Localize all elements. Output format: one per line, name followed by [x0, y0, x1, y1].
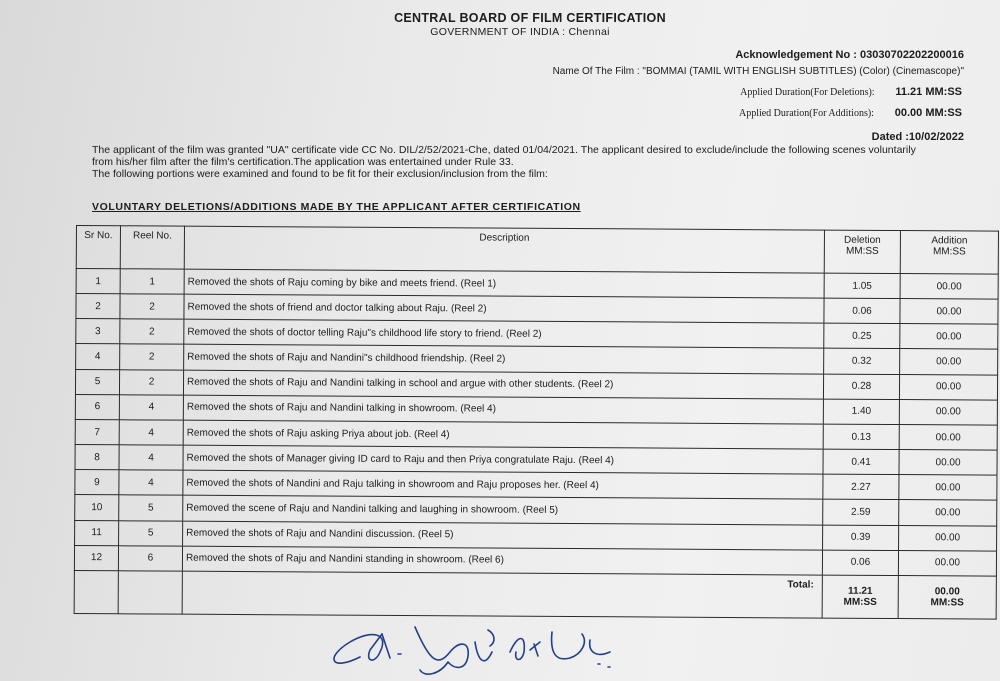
cell-deletion: 0.41 [823, 449, 899, 475]
additions-duration-label: Applied Duration(For Additions): [738, 108, 874, 119]
total-addition-value: 00.00 [934, 586, 960, 598]
header-description: Description [184, 226, 824, 273]
header-addition-label: Addition [931, 235, 968, 247]
cell-deletion: 0.25 [824, 323, 900, 349]
cell-reel-no: 2 [120, 319, 184, 345]
intro-line-3: The following portions were examined and found to be fit for their exclusion/inclusion from the film: [92, 168, 548, 180]
cell-description: Removed the shots of Nandini and Raju talking in showroom and Raju proposes her. (Reel 4) [183, 470, 823, 499]
cell-reel-no: 6 [118, 545, 182, 571]
government-subtitle: GOVERNMENT OF INDIA : Chennai [430, 26, 610, 38]
total-blank-sr [74, 570, 118, 613]
cell-deletion: 2.59 [823, 499, 899, 525]
intro-line-2: from his/her film after the film's certification.The application was entertained under Rule 33. [92, 156, 514, 168]
cell-reel-no: 2 [120, 294, 184, 320]
cell-sr-no: 11 [75, 520, 119, 545]
cell-deletion: 0.13 [823, 424, 899, 450]
cell-sr-no: 2 [76, 294, 120, 319]
cell-sr-no: 9 [75, 470, 119, 495]
deletions-duration-value: 11.21 MM:SS [895, 86, 962, 98]
board-title: CENTRAL BOARD OF FILM CERTIFICATION [394, 11, 666, 25]
cell-reel-no: 4 [119, 470, 183, 496]
cell-deletion: 0.28 [823, 374, 899, 400]
cell-description: Removed the shots of Raju and Nandini standing in showroom. (Reel 6) [182, 546, 822, 575]
cell-deletion: 1.40 [823, 399, 899, 425]
total-blank-reel [118, 571, 182, 614]
deletions-duration-label: Applied Duration(For Deletions): [740, 87, 875, 98]
total-label: Total: [182, 571, 822, 618]
cell-addition: 00.00 [899, 500, 997, 526]
cell-reel-no: 5 [119, 520, 183, 546]
header-reel-no: Reel No. [120, 226, 184, 269]
cell-description: Removed the shots of friend and doctor talking about Raju. (Reel 2) [184, 294, 824, 323]
table-header-row [76, 226, 998, 275]
cell-addition: 00.00 [900, 274, 998, 300]
cell-addition: 00.00 [899, 399, 997, 425]
cell-addition: 00.00 [899, 424, 997, 450]
film-name: Name Of The Film : "BOMMAI (TAMIL WITH ENGLISH SUBTITLES) (Color) (Cinemascope)" [552, 66, 964, 77]
total-addition-unit: MM:SS [930, 597, 964, 609]
total-deletion-unit: MM:SS [843, 596, 877, 608]
acknowledgement-number: Acknowledgement No : 03030702202200016 [735, 49, 964, 61]
cell-description: Removed the shots of Raju coming by bike and meets friend. (Reel 1) [184, 269, 824, 298]
header-addition [900, 231, 998, 275]
total-deletion [822, 575, 898, 618]
cell-reel-no: 2 [119, 369, 183, 395]
cell-deletion: 0.39 [823, 525, 899, 551]
cell-sr-no: 4 [76, 344, 120, 369]
additions-duration-value: 00.00 MM:SS [894, 107, 962, 119]
cell-sr-no: 3 [76, 319, 120, 344]
cell-addition: 00.00 [899, 525, 997, 551]
cell-deletion: 0.32 [824, 349, 900, 375]
cell-description: Removed the shots of Raju asking Priya about job. (Reel 4) [183, 420, 823, 449]
cell-addition: 00.00 [900, 299, 998, 325]
cell-sr-no: 7 [75, 419, 119, 444]
cell-description: Removed the shots of Manager giving ID card to Raju and then Priya congratulate Raju. (Reel 4) [183, 445, 823, 474]
cell-reel-no: 1 [120, 269, 184, 295]
cell-addition: 00.00 [900, 324, 998, 350]
cell-description: Removed the shots of doctor telling Raju"s childhood life story to friend. (Reel 2) [184, 319, 824, 348]
section-title: VOLUNTARY DELETIONS/ADDITIONS MADE BY THE APPLICANT AFTER CERTIFICATION [92, 201, 581, 213]
cell-description: Removed the shots of Raju and Nandini"s childhood friendship. (Reel 2) [184, 345, 824, 374]
cell-description: Removed the scene of Raju and Nandini talking and laughing in showroom. (Reel 5) [183, 496, 823, 525]
header-deletion-label: Deletion [844, 234, 881, 246]
cell-addition: 00.00 [899, 450, 997, 476]
cell-reel-no: 4 [119, 420, 183, 446]
total-addition [898, 576, 996, 620]
total-deletion-value: 11.21 [847, 585, 873, 597]
deletions-table [74, 225, 999, 620]
cell-sr-no: 10 [75, 495, 119, 520]
cell-reel-no: 4 [119, 445, 183, 471]
header-sr-no: Sr No. [76, 226, 120, 269]
header-addition-unit: MM:SS [932, 246, 966, 258]
header-deletion-unit: MM:SS [845, 245, 879, 257]
cell-sr-no: 1 [76, 269, 120, 294]
intro-line-1: The applicant of the film was granted "UA" certificate vide CC No. DIL/2/52/2021-Che, dated 01/04/2021. The applicant desired to exclude/include the following scenes voluntarily [92, 144, 916, 156]
cell-description: Removed the shots of Raju and Nandini talking in school and argue with other students. (Reel 2) [183, 370, 823, 399]
dated: Dated :10/02/2022 [871, 131, 964, 143]
cell-sr-no: 12 [74, 545, 118, 571]
cell-sr-no: 6 [75, 394, 119, 419]
cell-sr-no: 5 [75, 369, 119, 394]
cell-addition: 00.00 [900, 349, 998, 375]
cell-reel-no: 4 [119, 395, 183, 421]
cell-reel-no: 2 [120, 344, 184, 370]
cell-addition: 00.00 [898, 550, 996, 576]
cell-reel-no: 5 [119, 495, 183, 521]
cell-sr-no: 8 [75, 445, 119, 470]
additions-duration-row [739, 107, 962, 119]
cell-deletion: 0.06 [822, 550, 898, 576]
cell-description: Removed the shots of Raju and Nandini discussion. (Reel 5) [183, 521, 823, 550]
cell-deletion: 1.05 [824, 273, 900, 299]
signature [320, 612, 640, 681]
deletions-duration-row [740, 86, 962, 98]
cell-deletion: 2.27 [823, 474, 899, 500]
header-deletion [824, 230, 900, 273]
cell-addition: 00.00 [899, 475, 997, 501]
cell-deletion: 0.06 [824, 298, 900, 324]
cell-addition: 00.00 [899, 374, 997, 400]
cell-description: Removed the shots of Raju and Nandini talking in showroom. (Reel 4) [183, 395, 823, 424]
